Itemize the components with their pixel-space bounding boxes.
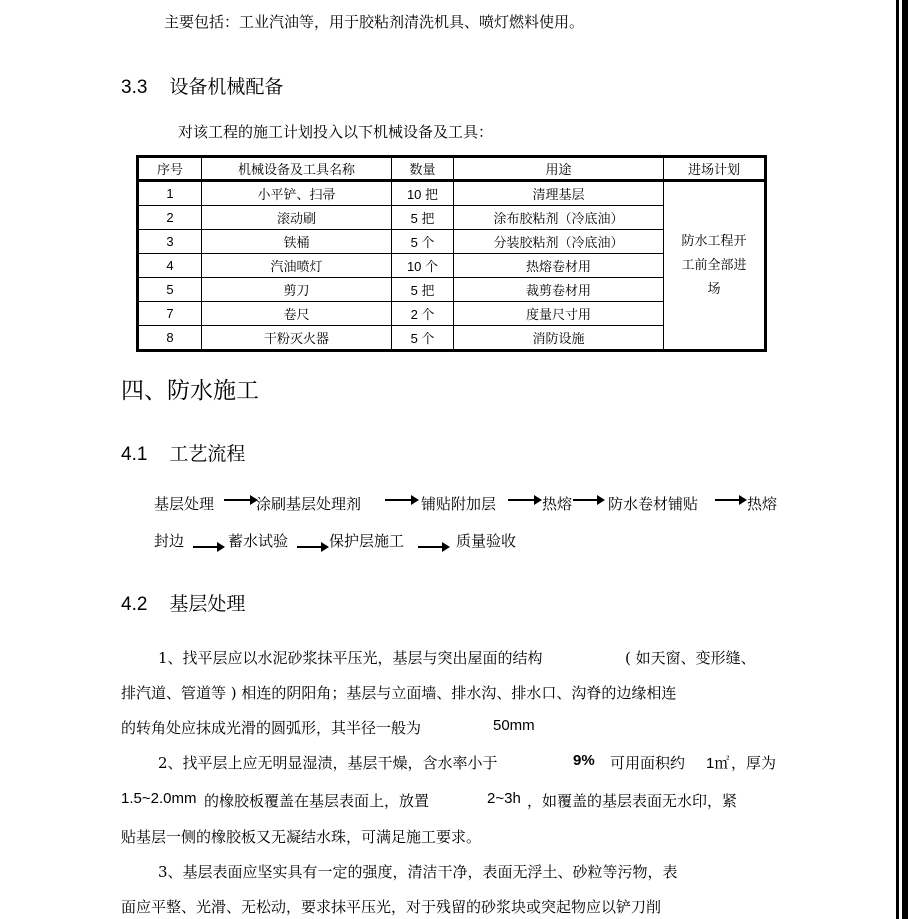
paragraph-line: 可用面积约 (610, 754, 686, 772)
equipment-name: 卷尺 (202, 302, 392, 326)
header-cell: 序号 (138, 157, 202, 181)
quantity: 5 个 (392, 230, 454, 254)
flow-step: 保护层施工 (329, 532, 405, 550)
section-4-2-heading (121, 589, 245, 616)
paragraph-line: 1、找平层应以水泥砂浆抹平压光，基层与突出屋面的结构 (158, 649, 543, 667)
quantity: 5 个 (392, 326, 454, 351)
section-4-1-heading (121, 439, 245, 466)
entry-plan (664, 181, 766, 351)
arrow-right-icon (508, 499, 540, 501)
row-number: 7 (138, 302, 202, 326)
equipment-table (136, 155, 767, 352)
section-3-3-heading (121, 72, 283, 99)
usage: 度量尺寸用 (454, 302, 664, 326)
header-cell: 数量 (392, 157, 454, 181)
paragraph-line: ，厚为 (731, 754, 777, 772)
paragraph-line: 的橡胶板覆盖在基层表面上，放置 (204, 792, 430, 810)
flow-step: 防水卷材铺贴 (608, 495, 699, 513)
equipment-name: 滚动刷 (202, 206, 392, 230)
equipment-name: 干粉灭火器 (202, 326, 392, 351)
flow-step: 蓄水试验 (228, 532, 289, 550)
equipment-intro: 对该工程的施工计划投入以下机械设备及工具： (178, 123, 494, 141)
equipment-name: 汽油喷灯 (202, 254, 392, 278)
usage: 裁剪卷材用 (454, 278, 664, 302)
paragraph-value: 1.5~2.0mm (121, 790, 197, 807)
paragraph-value: 1㎡ (706, 755, 730, 772)
plan-line: 防水工程开 (681, 233, 747, 249)
paragraph-line: 排汽道、管道等 ) 相连的阴阳角；基层与立面墙、排水沟、排水口、沟脊的边缘相连 (121, 684, 677, 702)
usage: 消防设施 (454, 326, 664, 351)
usage: 清理基层 (454, 181, 664, 206)
equipment-name: 铁桶 (202, 230, 392, 254)
quantity: 10 把 (392, 181, 454, 206)
flow-step: 热熔 (747, 495, 778, 513)
table-row (138, 181, 766, 206)
paragraph-value: 9% (573, 752, 595, 769)
flow-step: 铺贴附加层 (421, 495, 497, 513)
equipment-name: 剪刀 (202, 278, 392, 302)
paragraph-line: 贴基层一侧的橡胶板又无凝结水珠，可满足施工要求。 (121, 828, 482, 846)
section-title: 设备机械配备 (169, 76, 284, 98)
quantity: 5 把 (392, 278, 454, 302)
arrow-right-icon (715, 499, 745, 501)
paragraph-value: 2~3h (487, 790, 521, 807)
row-number: 2 (138, 206, 202, 230)
intro-line: 主要包括：工业汽油等，用于胶粘剂清洗机具、喷灯燃料使用。 (164, 13, 585, 31)
paragraph-line: 3、基层表面应坚实具有一定的强度，清洁干净，表面无浮土、砂粒等污物，表 (158, 863, 678, 881)
section-number: 3.3 (121, 77, 148, 98)
flow-step: 质量验收 (456, 532, 517, 550)
quantity: 5 把 (392, 206, 454, 230)
equipment-name: 小平铲、扫帚 (202, 181, 392, 206)
usage: 涂布胶粘剂（冷底油） (454, 206, 664, 230)
section-number: 4.2 (121, 594, 148, 615)
table-header-row (138, 157, 766, 181)
paragraph-value: 50mm (493, 717, 535, 734)
header-cell: 机械设备及工具名称 (202, 157, 392, 181)
arrow-right-icon (224, 499, 256, 501)
plan-line: 场 (707, 281, 721, 297)
row-number: 5 (138, 278, 202, 302)
arrow-right-icon (297, 546, 327, 548)
section-title: 工艺流程 (169, 443, 246, 465)
section-title: 基层处理 (169, 593, 246, 615)
row-number: 4 (138, 254, 202, 278)
flow-step: 基层处理 (154, 495, 215, 513)
row-number: 8 (138, 326, 202, 351)
header-cell: 进场计划 (664, 157, 766, 181)
usage: 分装胶粘剂（冷底油） (454, 230, 664, 254)
flow-step: 封边 (154, 532, 185, 550)
arrow-right-icon (573, 499, 603, 501)
page-border-right (896, 0, 899, 919)
quantity: 10 个 (392, 254, 454, 278)
section-number: 4.1 (121, 444, 148, 465)
arrow-right-icon (385, 499, 417, 501)
paragraph-line: 的转角处应抹成光滑的圆弧形，其半径一般为 (121, 719, 422, 737)
arrow-right-icon (193, 546, 223, 548)
paragraph-line: ( 如天窗、变形缝、 (625, 649, 756, 667)
plan-line: 工前全部进 (681, 257, 747, 273)
section-4-heading: 四、防水施工 (121, 378, 259, 404)
usage: 热熔卷材用 (454, 254, 664, 278)
row-number: 1 (138, 181, 202, 206)
paragraph-line: 面应平整、光滑、无松动，要求抹平压光，对于残留的砂浆块或突起物应以铲刀削 (121, 898, 662, 916)
window-edge (902, 0, 908, 919)
paragraph-line: 2、找平层上应无明显湿渍，基层干燥，含水率小于 (158, 754, 498, 772)
flow-step: 涂刷基层处理剂 (256, 495, 362, 513)
flow-step: 热熔 (542, 495, 573, 513)
header-cell: 用途 (454, 157, 664, 181)
quantity: 2 个 (392, 302, 454, 326)
paragraph-line: ，如覆盖的基层表面无水印，紧 (527, 792, 738, 810)
row-number: 3 (138, 230, 202, 254)
arrow-right-icon (418, 546, 448, 548)
